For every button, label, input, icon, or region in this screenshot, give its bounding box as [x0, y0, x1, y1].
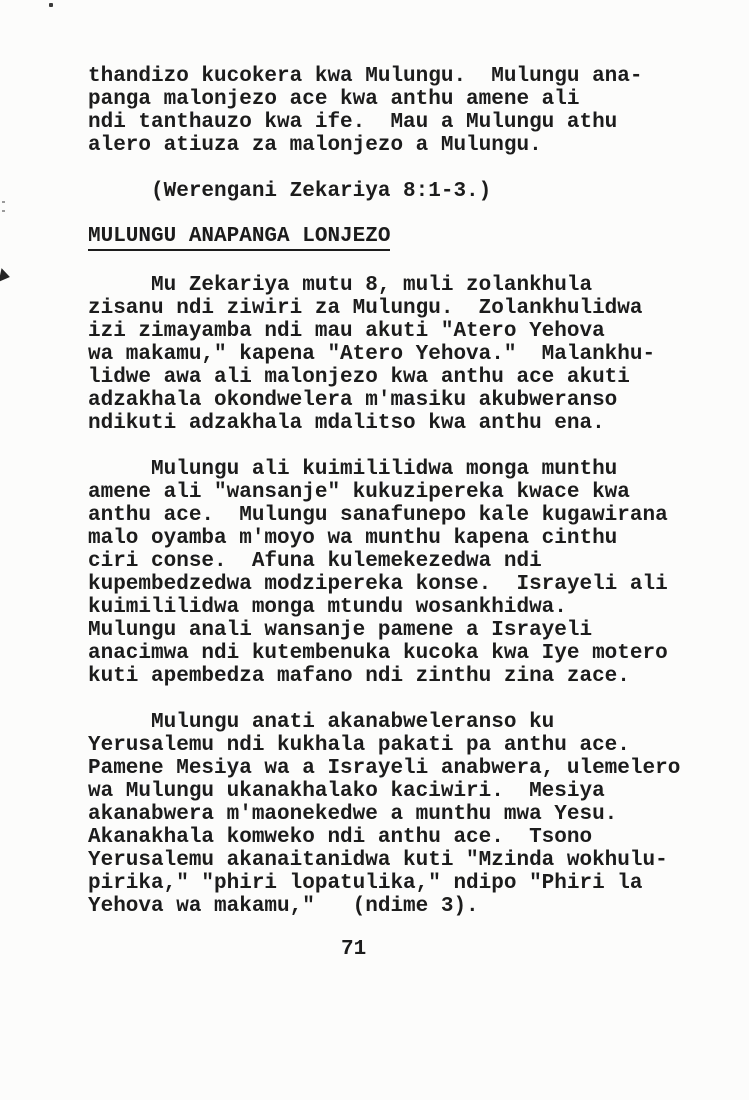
- text-line: ndi tanthauzo kwa ife. Mau a Mulungu athu: [88, 111, 618, 134]
- paragraph-3: [88, 458, 749, 688]
- text-line: Mulungu anali wansanje pamene a Israyeli: [88, 619, 593, 642]
- text-line: thandizo kucokera kwa Mulungu. Mulungu ana-: [88, 65, 643, 88]
- scan-mark-left-arrow: [0, 268, 11, 284]
- text-line: malo oyamba m'moyo wa munthu kapena cinthu: [88, 527, 618, 550]
- text-line: akanabwera m'maonekedwe a munthu mwa Yesu.: [88, 803, 618, 826]
- scan-mark-left-faint: [2, 201, 5, 213]
- text-line: anacimwa ndi kutembenuka kucoka kwa Iye motero: [88, 642, 668, 665]
- text-line: adzakhala okondwelera m'masiku akubweranso: [88, 389, 618, 412]
- text-line: kuimililidwa monga mtundu wosankhidwa.: [88, 596, 567, 619]
- text-line: Mu Zekariya mutu 8, muli zolankhula: [88, 274, 593, 297]
- text-line: alero atiuza za malonjezo a Mulungu.: [88, 134, 542, 157]
- text-line: Mulungu anati akanabweleranso ku: [88, 711, 555, 734]
- text-line: Mulungu ali kuimililidwa monga munthu: [88, 458, 618, 481]
- paragraph-2: [88, 274, 749, 435]
- scripture-reference: (Werengani Zekariya 8:1-3.): [88, 180, 492, 203]
- text-line: Yerusalemu ndi kukhala pakati pa anthu ace.: [88, 734, 630, 757]
- scan-speck-top: [49, 3, 53, 7]
- text-line: Akanakhala komweko ndi anthu ace. Tsono: [88, 826, 593, 849]
- text-line: anthu ace. Mulungu sanafunepo kale kugawirana: [88, 504, 668, 527]
- text-line: Yerusalemu akanaitanidwa kuti "Mzinda wokhulu-: [88, 849, 668, 872]
- paragraph-4: [88, 711, 749, 918]
- text-line: ndikuti adzakhala mdalitso kwa anthu ena.: [88, 412, 605, 435]
- text-line: amene ali "wansanje" kukuzipereka kwace kwa: [88, 481, 630, 504]
- paragraph-continued: [88, 65, 749, 157]
- page-number: 71: [341, 938, 367, 961]
- text-line: panga malonjezo ace kwa anthu amene ali: [88, 88, 580, 111]
- text-line: wa Mulungu ukanakhalako kaciwiri. Mesiya: [88, 780, 605, 803]
- text-line: ciri conse. Afuna kulemekezedwa ndi: [88, 550, 542, 573]
- text-line: pirika," "phiri lopatulika," ndipo "Phiri la: [88, 872, 643, 895]
- section-heading-row: [88, 225, 749, 251]
- text-line: lidwe awa ali malonjezo kwa anthu ace akuti: [88, 366, 630, 389]
- text-line: zisanu ndi ziwiri za Mulungu. Zolankhulidwa: [88, 297, 643, 320]
- text-line: kupembedzedwa modzipereka konse. Israyeli ali: [88, 573, 668, 596]
- text-line: Yehova wa makamu," (ndime 3).: [88, 895, 479, 918]
- text-line: izi zimayamba ndi mau akuti "Atero Yehova: [88, 320, 605, 343]
- text-line: wa makamu," kapena "Atero Yehova." Malankhu-: [88, 343, 656, 366]
- text-line: kuti apembedza mafano ndi zinthu zina zace.: [88, 665, 630, 688]
- document-page: [88, 65, 749, 961]
- text-line: Pamene Mesiya wa a Israyeli anabwera, ulemelero: [88, 757, 681, 780]
- section-heading: MULUNGU ANAPANGA LONJEZO: [88, 225, 390, 251]
